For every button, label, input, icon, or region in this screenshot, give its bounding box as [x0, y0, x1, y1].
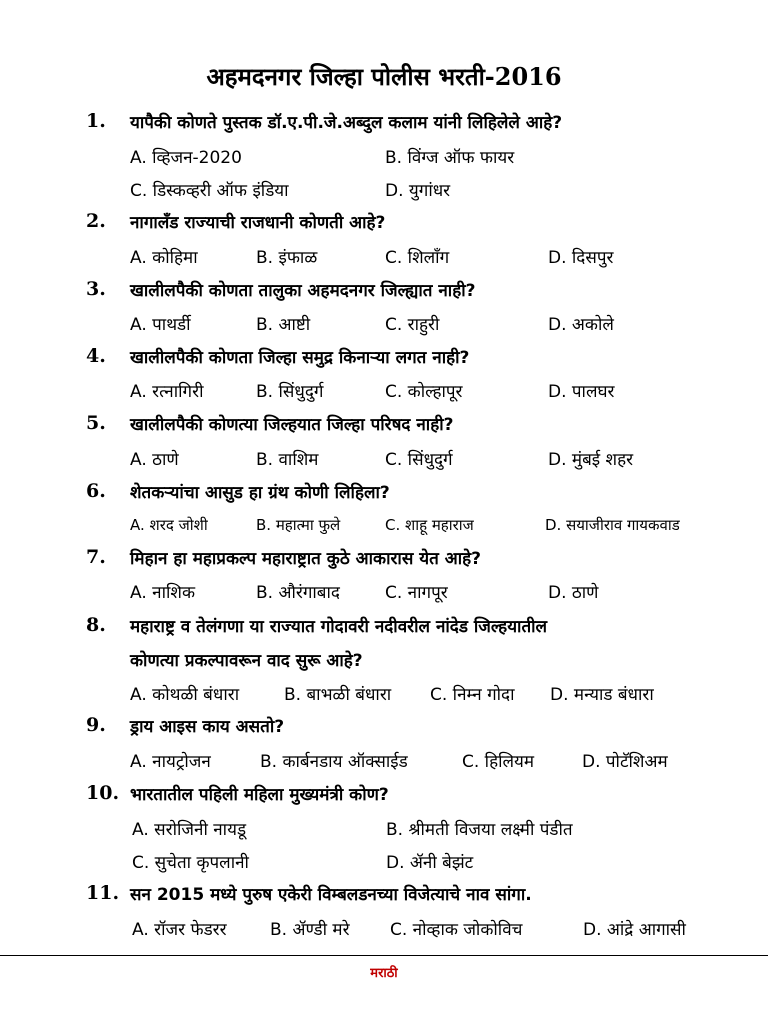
option-d: D. पालघर [548, 382, 615, 402]
option-a: A. शरद जोशी [130, 516, 208, 534]
option-d: D. अकोले [548, 315, 614, 335]
option-c: C. शाहू महाराज [385, 516, 474, 534]
question-text: खालीलपैकी कोणता जिल्हा समुद्र किनाऱ्या लगत नाही? [130, 348, 470, 368]
option-b: B. आष्टी [256, 315, 311, 335]
question-number: 3. [86, 278, 106, 300]
question-number: 9. [86, 714, 106, 736]
question-number: 7. [86, 546, 106, 568]
option-c: C. निम्न गोदा [430, 685, 515, 705]
option-d: D. ॲनी बेझंट [386, 853, 474, 873]
option-c: C. सिंधुदुर्ग [385, 450, 453, 470]
option-d: D. मुंबई शहर [548, 450, 634, 470]
question-text: ड्राय आइस काय असतो? [130, 717, 285, 737]
question-text: यापैकी कोणते पुस्तक डॉ.ए.पी.जे.अब्दुल कलाम यांनी लिहिलेले आहे? [130, 113, 563, 133]
question-number: 4. [86, 345, 106, 367]
question-text: मिहान हा महाप्रकल्प महाराष्ट्रात कुठे आकारास येत आहे? [130, 549, 481, 569]
option-b: B. औरंगाबाद [256, 583, 340, 603]
option-b: B. वाशिम [256, 450, 319, 470]
option-a: A. रॉजर फेडरर [132, 920, 227, 940]
option-b: B. कार्बनडाय ऑक्साईड [260, 752, 408, 772]
option-b: B. विंग्ज ऑफ फायर [385, 148, 515, 168]
option-d: D. ठाणे [548, 583, 599, 603]
question-text: भारतातील पहिली महिला मुख्यमंत्री कोण? [130, 785, 389, 805]
question-number: 8. [86, 614, 106, 636]
option-c: C. शिलाँग [385, 248, 450, 268]
question-number: 2. [86, 210, 106, 232]
option-c: C. नोव्हाक जोकोविच [390, 920, 523, 940]
option-d: D. आंद्रे आगासी [583, 920, 686, 940]
option-a: A. व्हिजन-2020 [130, 148, 242, 168]
question-text: शेतकऱ्यांचा आसुड हा ग्रंथ कोणी लिहिला? [130, 483, 390, 503]
option-c: C. नागपूर [385, 583, 448, 603]
option-b: B. ॲण्डी मरे [270, 920, 350, 940]
question-text: सन 2015 मध्ये पुरुष एकेरी विम्बलडनच्या विजेत्याचे नाव सांगा. [130, 885, 532, 905]
option-b: B. बाभळी बंधारा [284, 685, 392, 705]
option-a: A. सरोजिनी नायडू [132, 820, 247, 840]
footer-divider [0, 955, 768, 956]
option-b: B. श्रीमती विजया लक्ष्मी पंडीत [386, 820, 573, 840]
option-a: A. कोहिमा [130, 248, 198, 268]
question-text: महाराष्ट्र व तेलंगणा या राज्यात गोदावरी नदीवरील नांदेड जिल्हयातील [130, 617, 548, 637]
option-d: D. दिसपुर [548, 248, 614, 268]
footer-language-label: मराठी [370, 966, 398, 981]
question-text: खालीलपैकी कोणता तालुका अहमदनगर जिल्ह्यात नाही? [130, 281, 476, 301]
question-number: 6. [86, 480, 106, 502]
question-text: नागालँड राज्याची राजधानी कोणती आहे? [130, 213, 386, 233]
option-a: A. नायट्रोजन [130, 752, 211, 772]
option-d: D. युगांधर [385, 181, 451, 201]
option-d: D. सयाजीराव गायकवाड [545, 516, 680, 534]
option-c: C. राहुरी [385, 315, 440, 335]
option-a: A. पाथर्डी [130, 315, 191, 335]
option-a: A. कोथळी बंधारा [130, 685, 240, 705]
option-d: D. मन्याड बंधारा [550, 685, 654, 705]
option-a: A. ठाणे [130, 450, 179, 470]
option-c: C. डिस्कव्हरी ऑफ इंडिया [130, 181, 289, 201]
option-d: D. पोटॅशिअम [582, 752, 668, 772]
question-number: 10. [86, 782, 120, 804]
option-c: C. कोल्हापूर [385, 382, 463, 402]
option-c: C. सुचेता कृपलानी [132, 853, 249, 873]
option-b: B. इंफाळ [256, 248, 318, 268]
question-number: 1. [86, 110, 106, 132]
question-number: 5. [86, 412, 106, 434]
option-b: B. सिंधुदुर्ग [256, 382, 324, 402]
option-c: C. हिलियम [462, 752, 535, 772]
option-b: B. महात्मा फुले [256, 516, 341, 534]
question-text: खालीलपैकी कोणत्या जिल्हयात जिल्हा परिषद नाही? [130, 415, 454, 435]
option-a: A. रत्नागिरी [130, 382, 204, 402]
question-number: 11. [86, 882, 120, 904]
option-a: A. नाशिक [130, 583, 195, 603]
page-title: अहमदनगर जिल्हा पोलीस भरती-2016 [206, 62, 562, 91]
question-text-continued: कोणत्या प्रकल्पावरून वाद सुरू आहे? [130, 651, 363, 671]
